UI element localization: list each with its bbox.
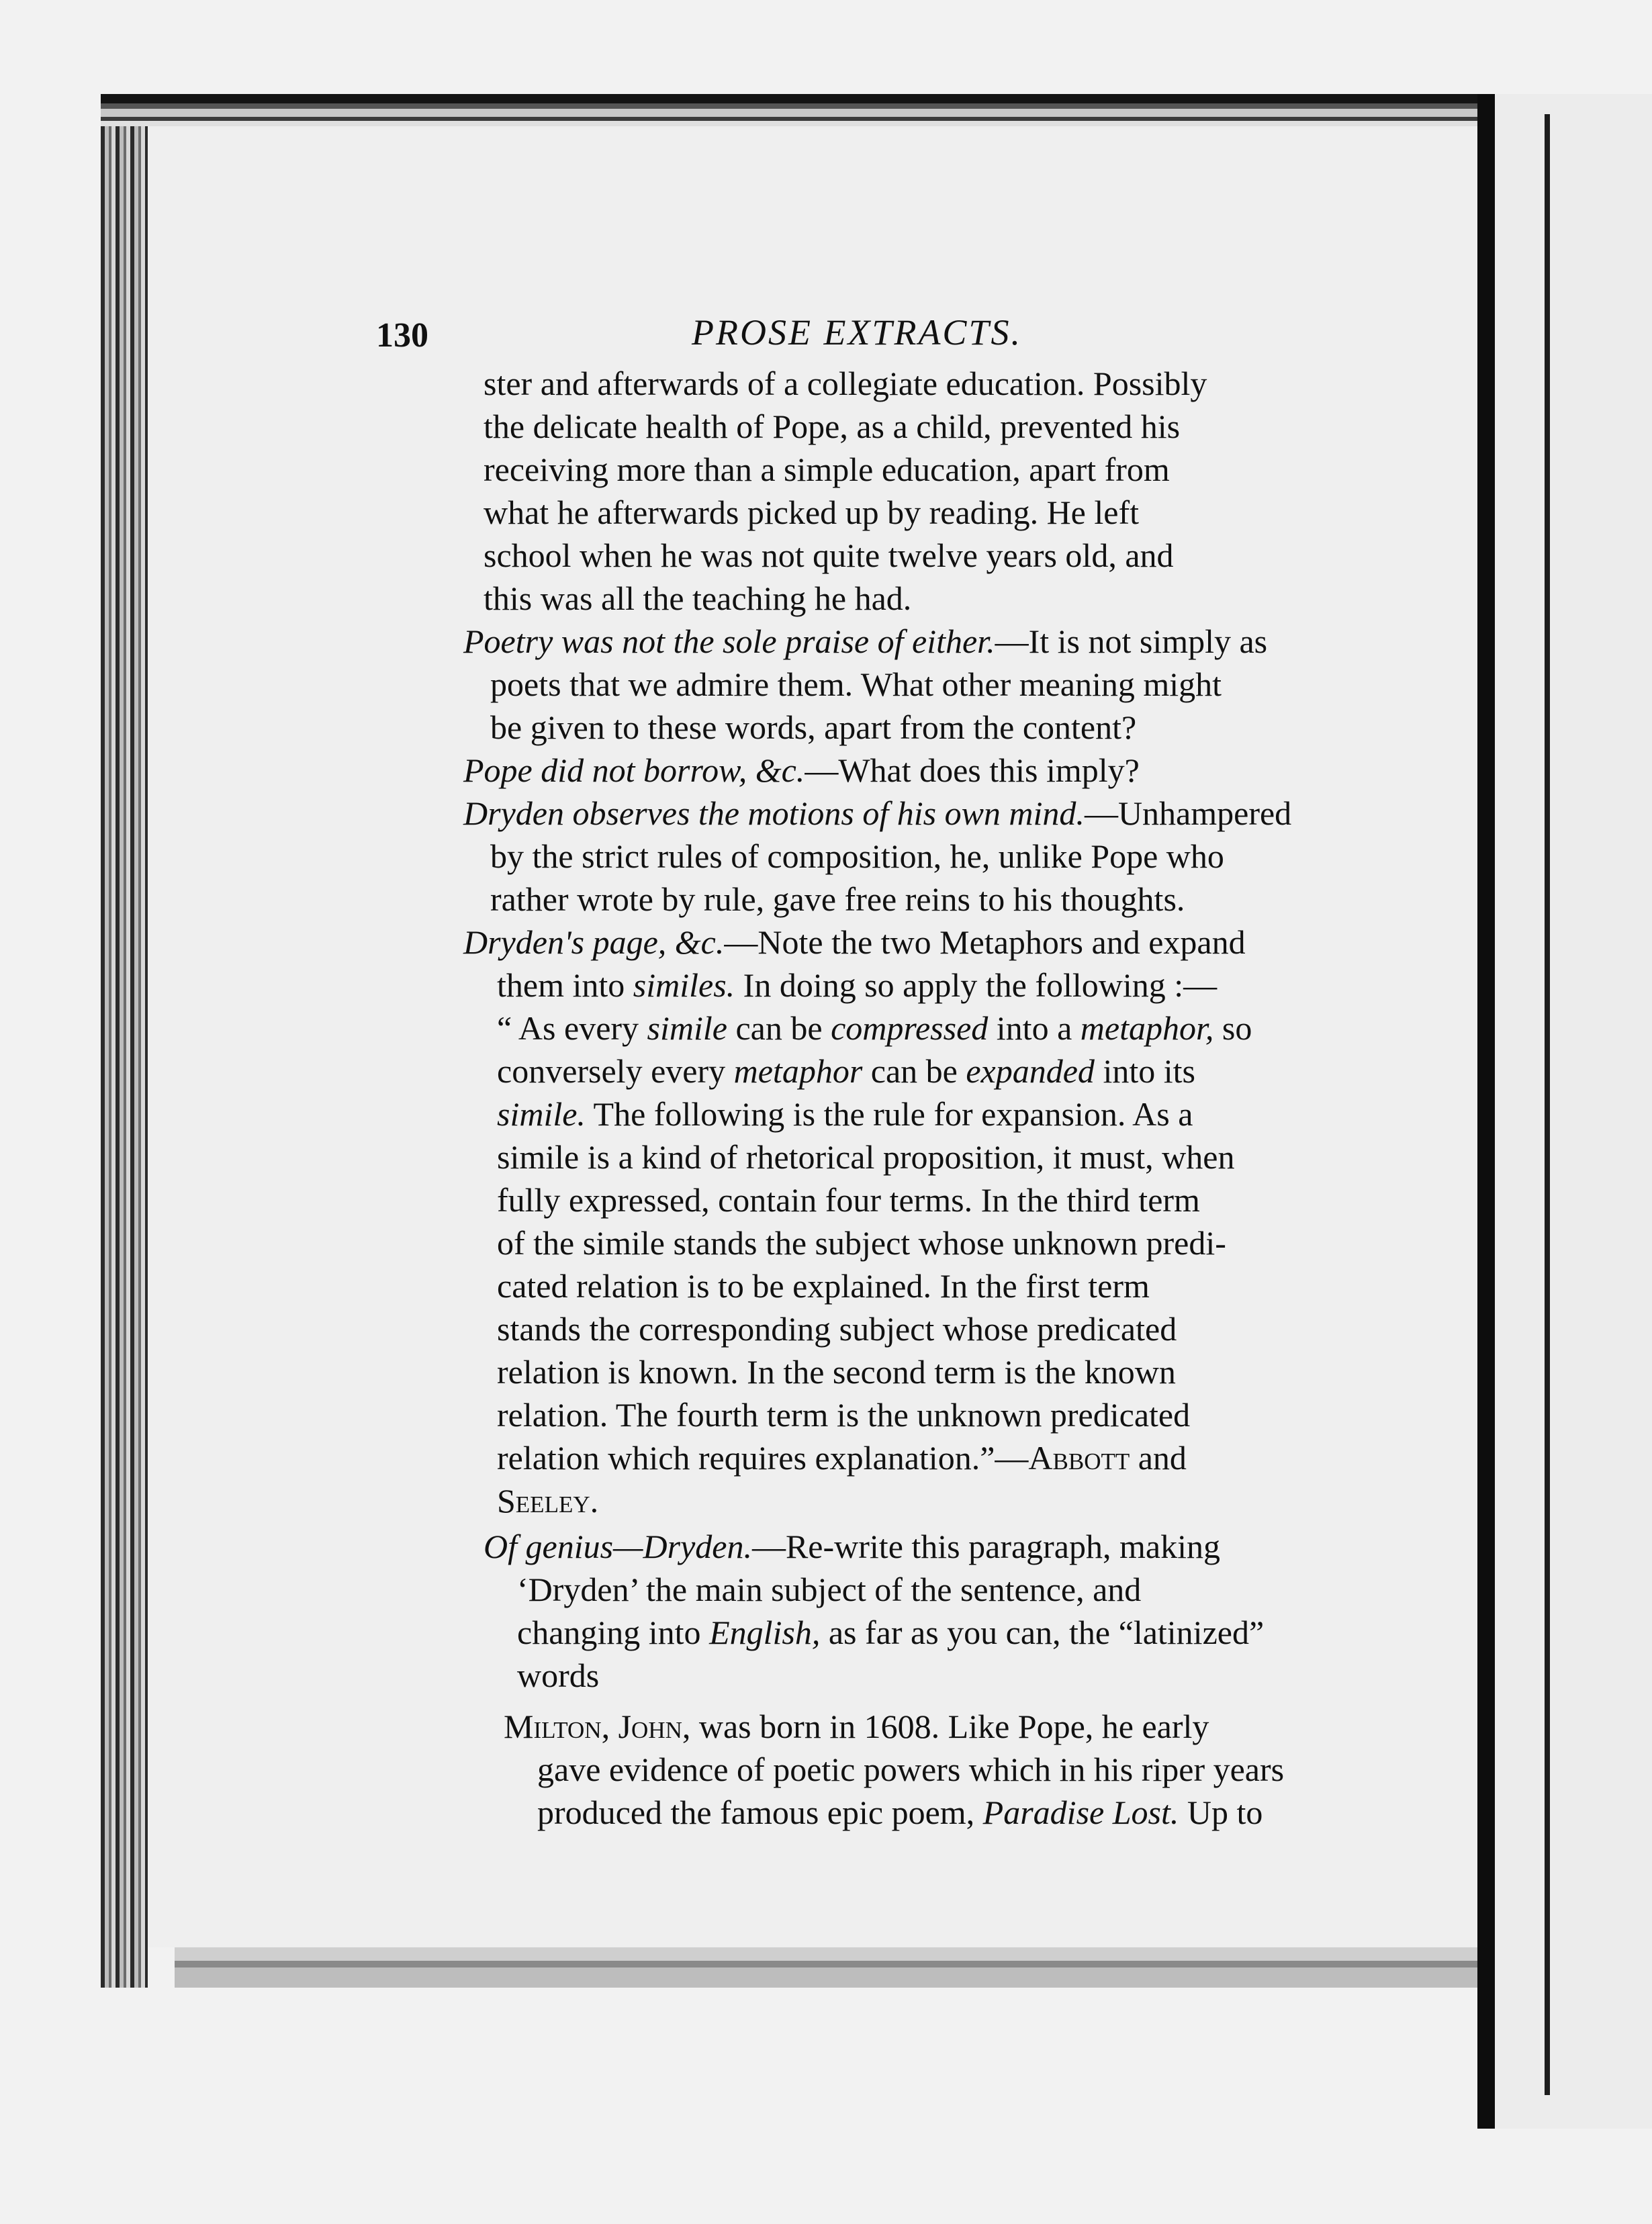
text-line bbox=[484, 533, 1174, 577]
text-span: as far as you can, the “latinized” bbox=[820, 1614, 1265, 1651]
italic-term: Paradise Lost. bbox=[982, 1794, 1179, 1831]
text-span: stands the corresponding subject whose predicated bbox=[497, 1310, 1177, 1348]
italic-term: metaphor, bbox=[1080, 1009, 1214, 1047]
text-line bbox=[484, 447, 1170, 492]
text-line bbox=[517, 1610, 1264, 1655]
author-name: Abbott bbox=[1028, 1439, 1130, 1477]
text-span: was born in 1608. Like Pope, he early bbox=[690, 1708, 1209, 1745]
quote-line bbox=[497, 1393, 1190, 1437]
quote-line bbox=[497, 1006, 1252, 1050]
text-span: can be bbox=[862, 1052, 966, 1090]
facing-page bbox=[1495, 94, 1652, 2129]
text-span: of the simile stands the subject whose unknown predi- bbox=[497, 1224, 1226, 1262]
book-page-edges-bottom bbox=[175, 1947, 1491, 1988]
note-heading-line bbox=[463, 619, 1267, 663]
text-line bbox=[484, 576, 911, 620]
text-span: fully expressed, contain four terms. In the third term bbox=[497, 1181, 1200, 1219]
quote-line bbox=[497, 1221, 1226, 1265]
text-span: —Note the two Metaphors and expand bbox=[724, 923, 1246, 961]
text-span: In doing so apply the following :— bbox=[735, 966, 1218, 1004]
quote-line bbox=[497, 1178, 1200, 1222]
page-header bbox=[376, 309, 1477, 363]
facing-page-edge bbox=[1545, 114, 1550, 2095]
quote-line bbox=[497, 1350, 1176, 1394]
italic-term: compressed bbox=[831, 1009, 989, 1047]
biography-line bbox=[537, 1747, 1284, 1792]
text-line bbox=[490, 834, 1224, 878]
text-span: relation which requires explanation.”— bbox=[497, 1439, 1029, 1477]
italic-term: metaphor bbox=[733, 1052, 863, 1090]
text-span: gave evidence of poetic powers which in his riper years bbox=[537, 1751, 1285, 1788]
text-span: receiving more than a simple education, apart from bbox=[484, 451, 1170, 488]
text-span: the delicate health of Pope, as a child, prevented his bbox=[484, 408, 1181, 445]
text-line bbox=[490, 662, 1222, 706]
text-span: can be bbox=[727, 1009, 831, 1047]
quote-line bbox=[497, 1049, 1195, 1093]
text-span: relation. The fourth term is the unknown predicated bbox=[497, 1396, 1191, 1434]
text-span: changing into bbox=[517, 1614, 710, 1651]
author-name: Seeley. bbox=[497, 1482, 599, 1520]
note-heading-line bbox=[463, 748, 1140, 792]
text-span: relation is known. In the second term is the known bbox=[497, 1353, 1176, 1391]
text-span: into a bbox=[988, 1009, 1081, 1047]
quote-line bbox=[497, 1436, 1187, 1480]
text-span: so bbox=[1213, 1009, 1252, 1047]
text-span: be given to these words, apart from the content? bbox=[490, 708, 1137, 746]
text-span: ‘Dryden’ the main subject of the sentence, and bbox=[517, 1571, 1142, 1608]
text-span: —What does this imply? bbox=[805, 751, 1140, 789]
text-span: words bbox=[517, 1657, 600, 1694]
text-line bbox=[517, 1653, 599, 1698]
note-heading-line bbox=[484, 1524, 1220, 1569]
text-span: and bbox=[1130, 1439, 1187, 1477]
note-heading: Dryden observes the motions of his own mind. bbox=[463, 794, 1085, 832]
biography-line bbox=[504, 1704, 1209, 1749]
text-span: Up to bbox=[1179, 1794, 1263, 1831]
text-line bbox=[484, 404, 1180, 449]
text-span: produced the famous epic poem, bbox=[537, 1794, 983, 1831]
text-span: school when he was not quite twelve years old, and bbox=[484, 537, 1174, 574]
text-line bbox=[490, 877, 1185, 921]
quote-line bbox=[497, 1264, 1150, 1308]
text-line bbox=[484, 490, 1139, 535]
text-span: what he afterwards picked up by reading. He left bbox=[484, 494, 1140, 531]
text-span: —It is not simply as bbox=[995, 622, 1268, 660]
text-span: —Re-write this paragraph, making bbox=[751, 1528, 1220, 1565]
italic-term: expanded bbox=[966, 1052, 1095, 1090]
quote-line bbox=[497, 1479, 598, 1523]
text-span: into its bbox=[1094, 1052, 1195, 1090]
text-span: rather wrote by rule, gave free reins to his thoughts. bbox=[490, 880, 1185, 918]
page-number: 130 bbox=[376, 316, 428, 355]
text-span: “ As every bbox=[497, 1009, 647, 1047]
note-heading: Pope did not borrow, &c. bbox=[463, 751, 805, 789]
text-span: poets that we admire them. What other meaning might bbox=[490, 665, 1222, 703]
note-heading: Poetry was not the sole praise of either. bbox=[463, 622, 995, 660]
text-line bbox=[484, 361, 1207, 406]
note-heading-line bbox=[463, 920, 1246, 964]
italic-term: similes. bbox=[633, 966, 735, 1004]
text-span: ster and afterwards of a collegiate education. Possibly bbox=[484, 365, 1207, 402]
note-heading: Dryden's page, &c. bbox=[463, 923, 725, 961]
text-span: —Unhampered bbox=[1084, 794, 1292, 832]
text-line bbox=[490, 705, 1136, 749]
quote-line bbox=[497, 1092, 1193, 1136]
text-span: them into bbox=[497, 966, 633, 1004]
biography-line bbox=[537, 1790, 1263, 1835]
author-name: Milton, John, bbox=[504, 1708, 691, 1745]
text-span: this was all the teaching he had. bbox=[484, 580, 912, 617]
italic-term: simile. bbox=[497, 1095, 586, 1133]
text-span: by the strict rules of composition, he, unlike Pope who bbox=[490, 837, 1224, 875]
text-span: simile is a kind of rhetorical proposition, it must, when bbox=[497, 1138, 1235, 1176]
text-span: cated relation is to be explained. In the first term bbox=[497, 1267, 1150, 1305]
text-line bbox=[517, 1567, 1141, 1612]
text-span: The following is the rule for expansion. As a bbox=[585, 1095, 1193, 1133]
italic-term: English, bbox=[709, 1614, 821, 1651]
quote-line bbox=[497, 1135, 1234, 1179]
note-heading: Of genius—Dryden. bbox=[484, 1528, 752, 1565]
text-span: conversely every bbox=[497, 1052, 734, 1090]
book-page-edges-left bbox=[101, 94, 148, 1988]
text-line bbox=[497, 963, 1217, 1007]
quote-line bbox=[497, 1307, 1177, 1351]
note-heading-line bbox=[463, 791, 1291, 835]
book-page-edges-top bbox=[101, 94, 1491, 126]
running-head: PROSE EXTRACTS. bbox=[692, 312, 1022, 353]
book-spine-gutter bbox=[1477, 94, 1495, 2129]
italic-term: simile bbox=[647, 1009, 727, 1047]
